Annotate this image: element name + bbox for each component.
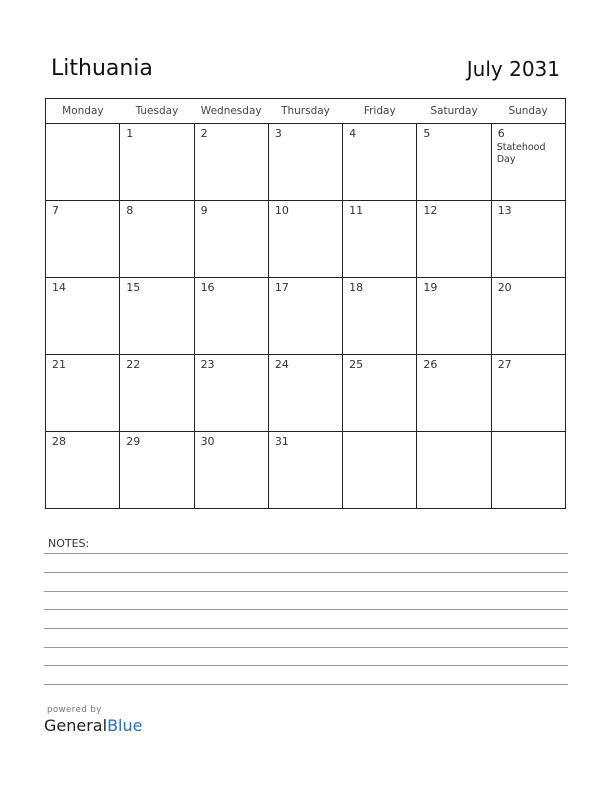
note-line <box>44 553 568 554</box>
day-number: 26 <box>423 358 438 371</box>
day-number: 22 <box>126 358 141 371</box>
weekday-thursday: Thursday <box>268 99 342 124</box>
day-cell <box>46 278 120 355</box>
day-cell <box>120 124 194 201</box>
weekday-friday: Friday <box>343 99 417 124</box>
week-row <box>46 124 566 201</box>
day-number: 7 <box>52 204 59 217</box>
powered-by-label: powered by <box>47 705 102 715</box>
day-cell <box>194 201 268 278</box>
day-number: 3 <box>274 127 282 140</box>
day-number: 13 <box>497 204 512 217</box>
day-cell <box>194 278 268 355</box>
day-number: 14 <box>52 281 66 294</box>
note-line <box>44 572 568 573</box>
day-cell <box>46 355 120 432</box>
day-cell <box>417 432 491 509</box>
day-cell <box>491 432 565 509</box>
day-cell <box>194 432 268 509</box>
day-cell <box>491 201 565 278</box>
week-row <box>46 201 566 278</box>
day-cell <box>194 124 268 201</box>
day-number: 8 <box>126 204 134 217</box>
day-number: 20 <box>497 281 512 294</box>
note-line <box>44 647 568 648</box>
weekday-sunday: Sunday <box>491 99 565 124</box>
week-row <box>46 278 566 355</box>
note-line <box>44 609 568 610</box>
weekday-tuesday: Tuesday <box>120 99 194 124</box>
calendar-grid <box>45 98 566 509</box>
day-number: 30 <box>200 435 215 448</box>
day-number: 23 <box>200 358 215 371</box>
day-number: 11 <box>349 204 364 217</box>
day-number: 15 <box>126 281 141 294</box>
day-number: 6 <box>497 127 505 140</box>
note-line <box>44 665 568 666</box>
weekday-wednesday: Wednesday <box>194 99 268 124</box>
day-number: 18 <box>349 281 364 294</box>
note-line <box>44 628 568 629</box>
brand-general: General <box>44 716 108 735</box>
day-cell <box>268 432 342 509</box>
day-cell <box>343 278 417 355</box>
weekday-header-row <box>46 99 566 124</box>
note-line <box>44 591 568 592</box>
week-row <box>46 432 566 509</box>
month-title: July 2031 <box>466 57 560 81</box>
day-number: 28 <box>52 435 66 448</box>
day-cell <box>120 278 194 355</box>
brand-blue: Blue <box>107 716 143 735</box>
note-line <box>44 684 568 685</box>
day-cell <box>491 124 565 201</box>
day-cell <box>194 355 268 432</box>
brand-name <box>44 716 142 735</box>
country-title: Lithuania <box>51 56 153 81</box>
day-cell <box>120 201 194 278</box>
day-cell <box>46 201 120 278</box>
day-cell <box>491 355 565 432</box>
day-number: 5 <box>423 127 431 140</box>
day-number: 2 <box>200 127 208 140</box>
day-cell <box>268 355 342 432</box>
brand-logo <box>44 705 142 735</box>
week-row <box>46 355 566 432</box>
day-cell <box>417 355 491 432</box>
day-cell <box>343 432 417 509</box>
day-number: 29 <box>126 435 141 448</box>
holiday-label: Statehood Day <box>496 142 546 165</box>
day-number: 9 <box>200 204 208 217</box>
day-number: 4 <box>349 127 357 140</box>
day-cell <box>120 432 194 509</box>
day-number: 21 <box>52 358 66 371</box>
day-cell <box>120 355 194 432</box>
day-number: 10 <box>274 204 289 217</box>
weekday-monday: Monday <box>46 99 120 124</box>
day-number: 24 <box>274 358 289 371</box>
day-cell <box>417 278 491 355</box>
day-number: 19 <box>423 281 438 294</box>
day-number: 31 <box>274 435 289 448</box>
day-cell <box>491 278 565 355</box>
day-number: 12 <box>423 204 438 217</box>
weekday-saturday: Saturday <box>417 99 491 124</box>
day-cell <box>417 201 491 278</box>
day-cell <box>268 201 342 278</box>
day-number: 16 <box>200 281 215 294</box>
day-cell <box>343 124 417 201</box>
day-number: 1 <box>126 127 134 140</box>
day-cell <box>343 201 417 278</box>
day-cell <box>268 278 342 355</box>
day-cell <box>46 432 120 509</box>
day-number: 27 <box>497 358 512 371</box>
day-number: 25 <box>349 358 364 371</box>
day-cell <box>343 355 417 432</box>
day-cell <box>268 124 342 201</box>
day-cell <box>46 124 120 201</box>
day-cell <box>417 124 491 201</box>
day-number: 17 <box>274 281 289 294</box>
notes-label: NOTES: <box>48 537 90 550</box>
